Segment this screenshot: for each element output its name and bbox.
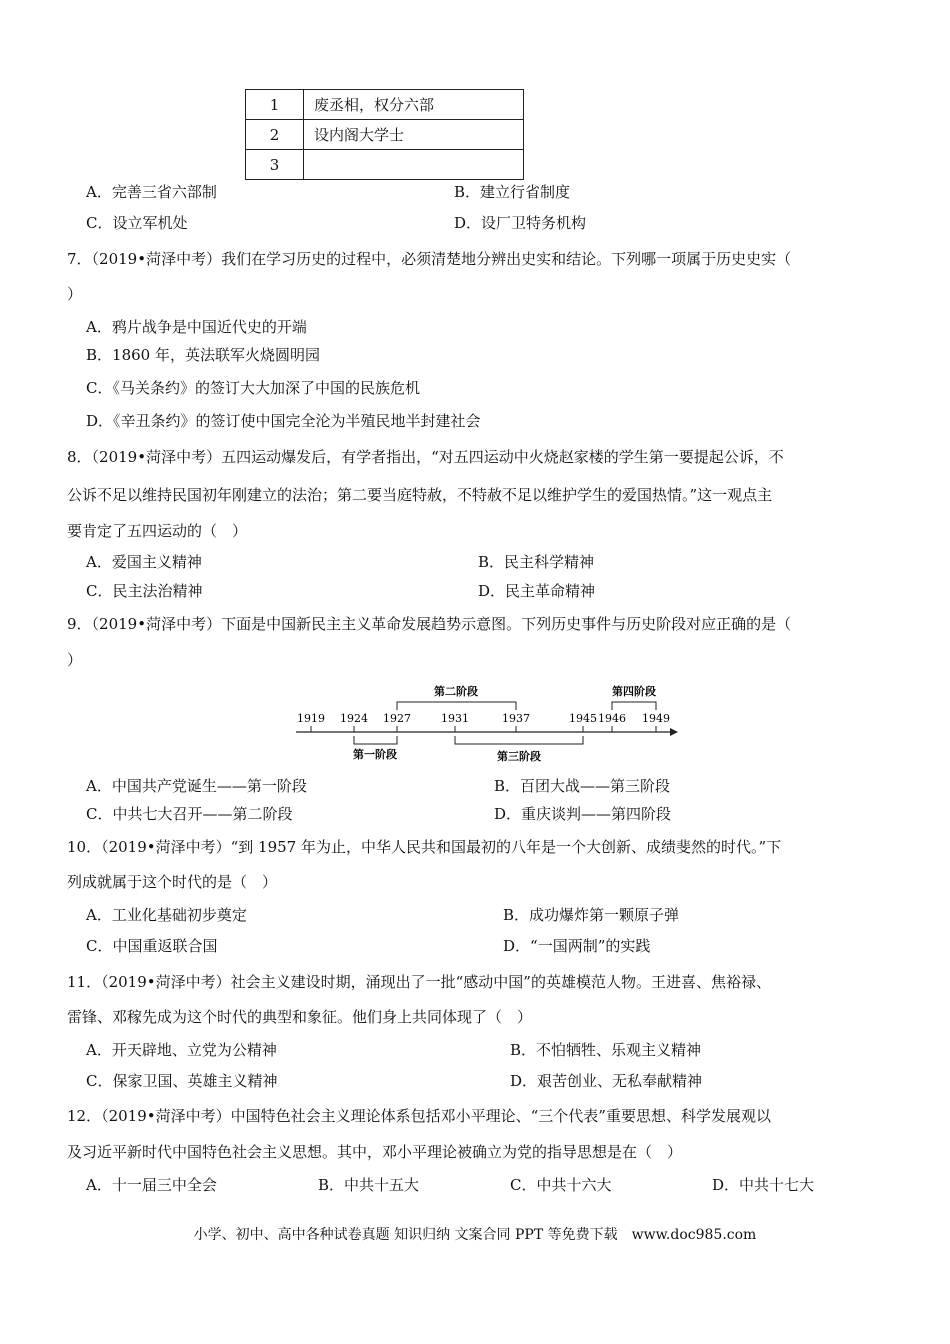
year-label: 1946: [598, 712, 626, 725]
stage-bracket: [397, 702, 516, 710]
q11-stem-cont: 雷锋、邓稼先成为这个时代的典型和象征。他们身上共同体现了（ ）: [67, 1008, 533, 1026]
table-cell-num: 1: [246, 90, 304, 120]
table-row: [246, 120, 524, 150]
page-footer: 小学、初中、高中各种试卷真题 知识归纳 文案合同 PPT 等免费下载 www.doc985.com: [193, 1227, 757, 1243]
table-row: [246, 150, 524, 180]
q11-option-d[interactable]: D．艰苦创业、无私奉献精神: [510, 1072, 703, 1090]
q11-option-b[interactable]: B．不怕牺牲、乐观主义精神: [510, 1041, 702, 1059]
q7-option-b[interactable]: B．1860 年，英法联军火烧圆明园: [86, 346, 320, 364]
year-label: 1945: [569, 712, 597, 725]
reform-table: [245, 89, 524, 180]
table-row: [246, 90, 524, 120]
q11-stem: 11．（2019•菏泽中考）社会主义建设时期，涌现出了一批“感动中国”的英雄模范人物。王进喜、焦裕禄、: [67, 973, 771, 991]
q6-option-d[interactable]: D．设厂卫特务机构: [454, 214, 587, 232]
q6-option-c[interactable]: C．设立军机处: [86, 214, 188, 232]
year-label: 1927: [383, 712, 411, 725]
table-cell-text: [304, 150, 524, 180]
q10-option-b[interactable]: B．成功爆炸第一颗原子弹: [503, 906, 680, 924]
q7-stem-cont: ）: [67, 285, 83, 303]
q10-option-a[interactable]: A．工业化基础初步奠定: [86, 906, 247, 924]
table-cell-num: 3: [246, 150, 304, 180]
q9-stem: 9．（2019•菏泽中考）下面是中国新民主主义革命发展趋势示意图。下列历史事件与历史阶段对应正确的是（: [67, 615, 792, 633]
q11-option-c[interactable]: C．保家卫国、英雄主义精神: [86, 1072, 278, 1090]
q8-option-c[interactable]: C．民主法治精神: [86, 582, 203, 600]
q12-option-c[interactable]: C．中共十六大: [510, 1176, 612, 1194]
year-label: 1949: [642, 712, 670, 725]
q8-stem-cont: 公诉不足以维持民国初年刚建立的法治；第二要当庭特赦，不特赦不足以维护学生的爱国热情。”这一观点主: [67, 486, 773, 504]
stage-label: 第四阶段: [612, 685, 656, 698]
stage-label: 第二阶段: [434, 685, 478, 698]
q10-stem: 10．（2019•菏泽中考）“到 1957 年为止，中华人民共和国最初的八年是一个大创新、成绩斐然的时代。”下: [67, 838, 782, 856]
q10-option-c[interactable]: C．中国重返联合国: [86, 937, 218, 955]
q9-option-a[interactable]: A．中国共产党诞生——第一阶段: [86, 777, 307, 795]
q7-option-d[interactable]: D．《辛丑条约》的签订使中国完全沦为半殖民地半封建社会: [86, 412, 481, 430]
year-label: 1919: [297, 712, 325, 725]
stage-bracket: [612, 702, 656, 710]
q8-option-b[interactable]: B．民主科学精神: [478, 553, 595, 571]
stage-label: 第三阶段: [497, 750, 541, 763]
year-label: 1924: [340, 712, 368, 725]
q11-option-a[interactable]: A．开天辟地、立党为公精神: [86, 1041, 277, 1059]
q12-option-d[interactable]: D．中共十七大: [712, 1176, 815, 1194]
q12-option-b[interactable]: B．中共十五大: [318, 1176, 420, 1194]
year-label: 1931: [441, 712, 469, 725]
year-label: 1937: [502, 712, 530, 725]
stage-bracket: [455, 736, 583, 744]
q10-stem-cont: 列成就属于这个时代的是（ ）: [67, 873, 278, 891]
q12-stem: 12．（2019•菏泽中考）中国特色社会主义理论体系包括邓小平理论、“三个代表”重要思想、科学发展观以: [67, 1107, 771, 1125]
q8-option-d[interactable]: D．民主革命精神: [478, 582, 596, 600]
q7-option-a[interactable]: A．鸦片战争是中国近代史的开端: [86, 318, 307, 336]
q10-option-d[interactable]: D．“一国两制”的实践: [503, 937, 651, 955]
stage-bracket: [354, 736, 397, 744]
revolution-timeline: [290, 680, 680, 765]
arrow-icon: [670, 728, 678, 736]
table-cell-num: 2: [246, 120, 304, 150]
q9-option-d[interactable]: D．重庆谈判——第四阶段: [494, 805, 672, 823]
stage-label: 第一阶段: [353, 748, 397, 761]
q9-stem-cont: ）: [67, 651, 83, 669]
q12-option-a[interactable]: A．十一届三中全会: [86, 1176, 217, 1194]
q8-stem: 8．（2019•菏泽中考）五四运动爆发后，有学者指出，“对五四运动中火烧赵家楼的学生第一要提起公诉，不: [67, 448, 784, 466]
q6-option-a[interactable]: A．完善三省六部制: [86, 183, 217, 201]
table-cell-text: 废丞相，权分六部: [304, 90, 524, 120]
table-cell-text: 设内阁大学士: [304, 120, 524, 150]
q7-option-c[interactable]: C．《马关条约》的签订大大加深了中国的民族危机: [86, 379, 420, 397]
q9-option-b[interactable]: B．百团大战——第三阶段: [494, 777, 671, 795]
q12-stem-cont: 及习近平新时代中国特色社会主义思想。其中，邓小平理论被确立为党的指导思想是在（ ）: [67, 1143, 683, 1161]
q7-stem: 7．（2019•菏泽中考）我们在学习历史的过程中，必须清楚地分辨出史实和结论。下列哪一项属于历史史实（: [67, 250, 792, 268]
q8-option-a[interactable]: A．爱国主义精神: [86, 553, 202, 571]
q9-option-c[interactable]: C．中共七大召开——第二阶段: [86, 805, 293, 823]
q6-option-b[interactable]: B．建立行省制度: [454, 183, 571, 201]
q8-stem-cont: 要肯定了五四运动的（ ）: [67, 522, 248, 540]
